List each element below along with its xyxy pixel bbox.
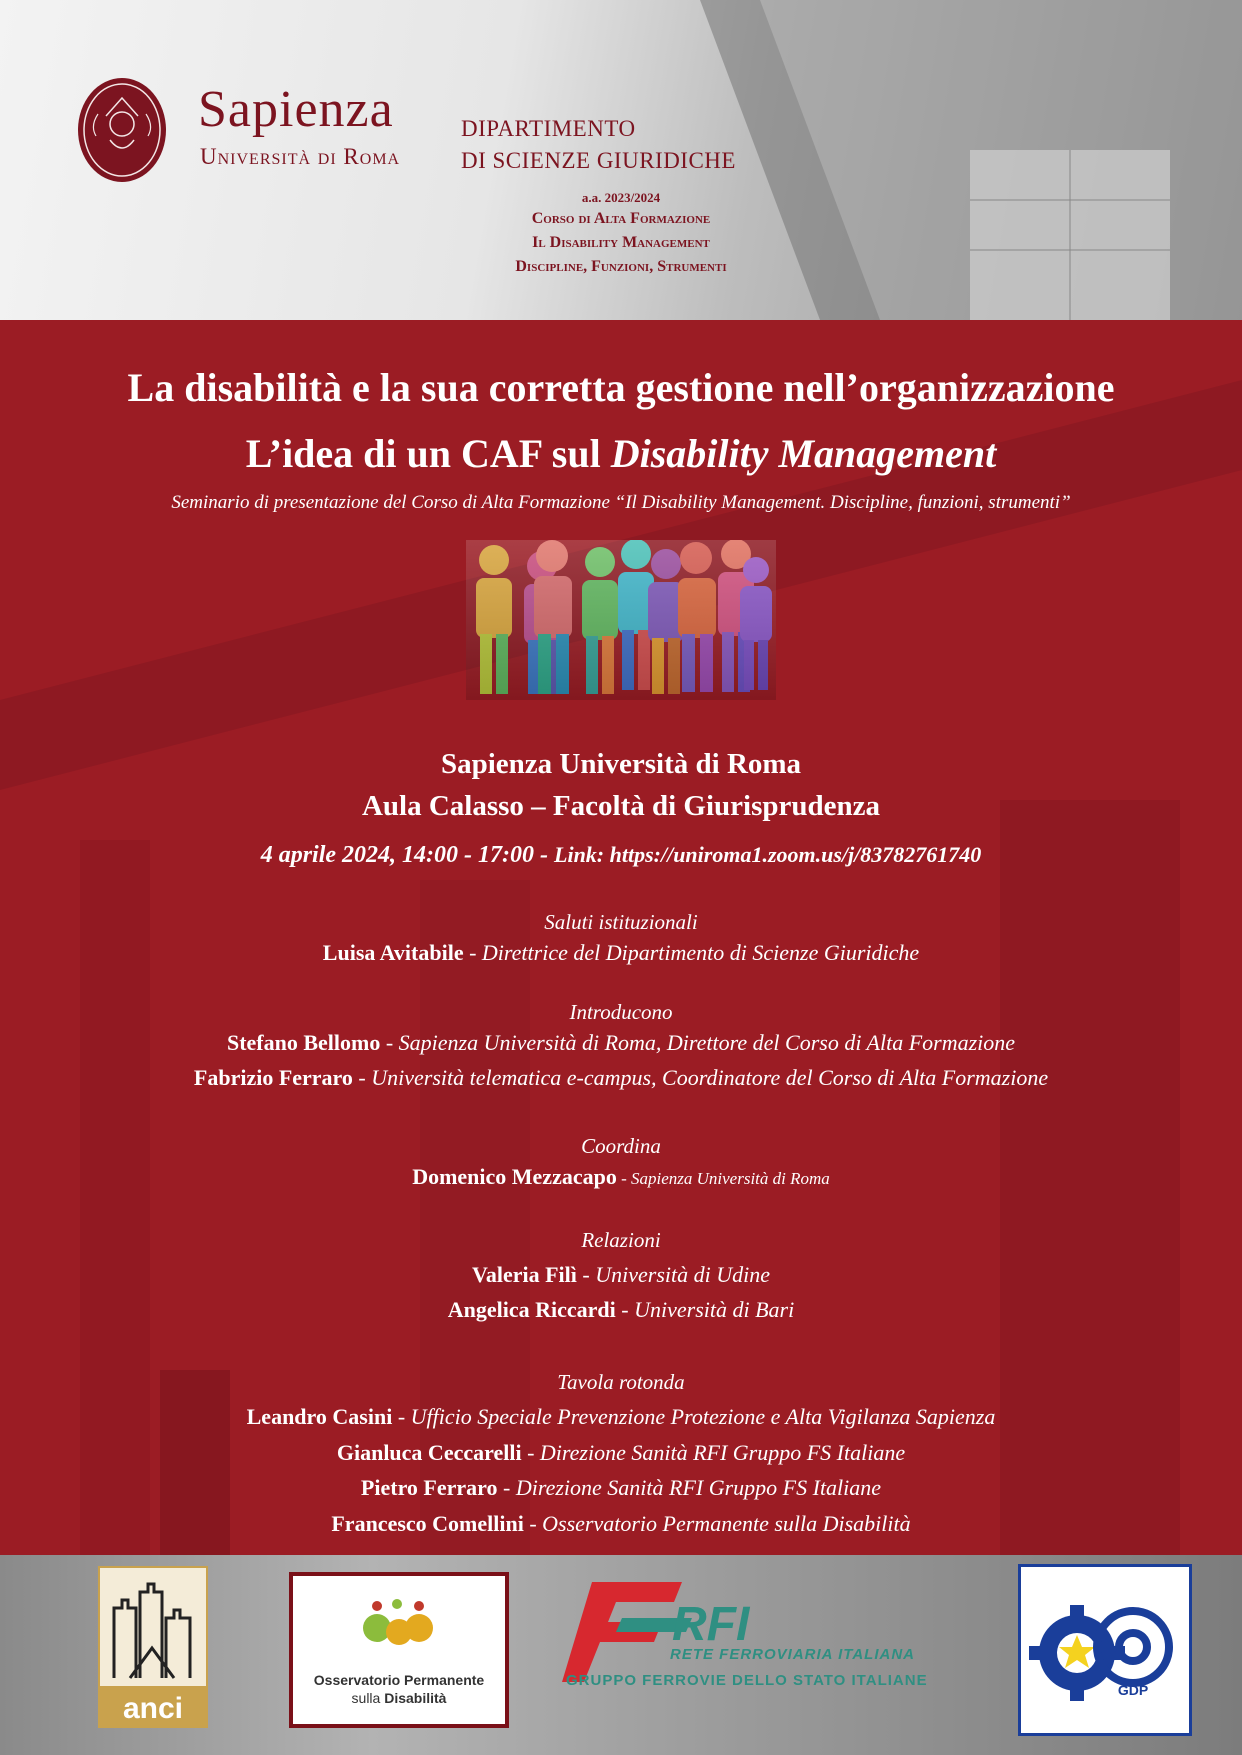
- anci-towers-icon: [100, 1568, 206, 1726]
- section-relazioni-title: Relazioni: [581, 1228, 661, 1252]
- speaker-name: Angelica Riccardi: [447, 1297, 616, 1322]
- speaker-role: - Università telematica e-campus, Coordinatore del Corso di Alta Formazione: [352, 1065, 1049, 1090]
- speaker-name: Francesco Comellini: [331, 1511, 524, 1536]
- gdp-logo: [1018, 1564, 1192, 1736]
- osservatorio-people-icon: [293, 1576, 505, 1666]
- event-title-line-2: [0, 430, 1242, 477]
- section-introducono-title: Introducono: [569, 1000, 673, 1024]
- speaker-name: Leandro Casini: [246, 1404, 393, 1429]
- event-title-line-1: La disabilità e la sua corretta gestione nell’organizzazione: [127, 365, 1115, 410]
- speaker-name: Luisa Avitabile: [322, 940, 464, 965]
- title-line-2-prefix: L’idea di un CAF sul: [245, 431, 611, 476]
- speaker-name: Pietro Ferraro: [360, 1475, 498, 1500]
- osservatorio-line-1: Osservatorio Permanente: [313, 1672, 485, 1688]
- speaker-row: [0, 1030, 1242, 1056]
- rfi-rete-label: RETE FERROVIARIA ITALIANA: [670, 1646, 915, 1663]
- speaker-row: [0, 940, 1242, 966]
- osservatorio-line-2: [293, 1690, 505, 1706]
- gdp-label: GDP: [1117, 1682, 1149, 1698]
- speaker-row: [0, 1164, 1242, 1190]
- osservatorio-line-2-prefix: sulla: [351, 1690, 385, 1706]
- academic-year: [0, 190, 1242, 206]
- speaker-role: - Direzione Sanità RFI Gruppo FS Italiane: [497, 1475, 882, 1500]
- osservatorio-line-2-bold: Disabilità: [384, 1690, 447, 1706]
- speaker-role: - Università di Udine: [576, 1262, 770, 1287]
- university-subtitle: Università di Roma: [200, 144, 401, 169]
- date-time-line: [0, 842, 1242, 869]
- university-name: Sapienza: [198, 81, 394, 138]
- academic-year-text: a.a. 2023/2024: [581, 190, 661, 205]
- speaker-name: Domenico Mezzacapo: [412, 1164, 617, 1189]
- venue-line-2: Aula Calasso – Facoltà di Giurisprudenza: [361, 790, 881, 822]
- anci-label: anci: [122, 1692, 184, 1725]
- speaker-row: [0, 1065, 1242, 1091]
- date-time: 4 aprile 2024, 14:00 - 17:00 -: [260, 842, 555, 868]
- anci-logo: [98, 1566, 208, 1728]
- speaker-row: [0, 1262, 1242, 1288]
- speaker-name: Gianluca Ceccarelli: [336, 1440, 522, 1465]
- speaker-role: - Direzione Sanità RFI Gruppo FS Italiane: [521, 1440, 906, 1465]
- speaker-row: [0, 1511, 1242, 1537]
- speaker-row: [0, 1404, 1242, 1430]
- course-line-2: Il Disability Management: [532, 234, 710, 251]
- speaker-name: Fabrizio Ferraro: [193, 1065, 353, 1090]
- rfi-gruppo-label: GRUPPO FERROVIE DELLO STATO ITALIANE: [566, 1672, 928, 1689]
- section-tavola-title: Tavola rotonda: [557, 1370, 685, 1394]
- course-line-1: Corso di Alta Formazione: [531, 210, 711, 227]
- speaker-role: - Direttrice del Dipartimento di Scienze Giuridiche: [463, 940, 920, 965]
- section-coordina-title: Coordina: [581, 1134, 661, 1158]
- speaker-row: [0, 1297, 1242, 1323]
- department-line-1: DIPARTIMENTO: [461, 116, 636, 141]
- colorful-people-illustration: [466, 540, 776, 700]
- sapienza-seal-logo: [76, 76, 168, 184]
- event-subtitle: Seminario di presentazione del Corso di Alta Formazione “Il Disability Management. Discipline, funzioni, strumenti”: [171, 492, 1071, 513]
- osservatorio-logo: [289, 1572, 509, 1728]
- speaker-role: - Università di Bari: [615, 1297, 795, 1322]
- course-line-3: Discipline, Funzioni, Strumenti: [515, 258, 727, 275]
- section-saluti-title: Saluti istituzionali: [544, 910, 698, 934]
- rfi-wordmark: RFI: [672, 1598, 750, 1651]
- speaker-name: Valeria Filì: [472, 1262, 577, 1287]
- speaker-row: [0, 1440, 1242, 1466]
- speaker-name: Stefano Bellomo: [226, 1030, 381, 1055]
- speaker-role: - Ufficio Speciale Prevenzione Protezione e Alta Vigilanza Sapienza: [392, 1404, 996, 1429]
- department-line-2: DI SCIENZE GIURIDICHE: [461, 148, 736, 173]
- title-line-2-italic: Disability Management: [610, 431, 997, 476]
- speaker-row: [0, 1475, 1242, 1501]
- speaker-role: - Osservatorio Permanente sulla Disabilità: [523, 1511, 911, 1536]
- venue-line-1: Sapienza Università di Roma: [440, 748, 802, 780]
- speaker-role: - Sapienza Università di Roma: [616, 1169, 830, 1188]
- zoom-link[interactable]: Link: https://uniroma1.zoom.us/j/83782761740: [554, 842, 982, 867]
- gdp-gear-at-icon: [1021, 1567, 1189, 1733]
- speaker-role: - Sapienza Università di Roma, Direttore del Corso di Alta Formazione: [380, 1030, 1016, 1055]
